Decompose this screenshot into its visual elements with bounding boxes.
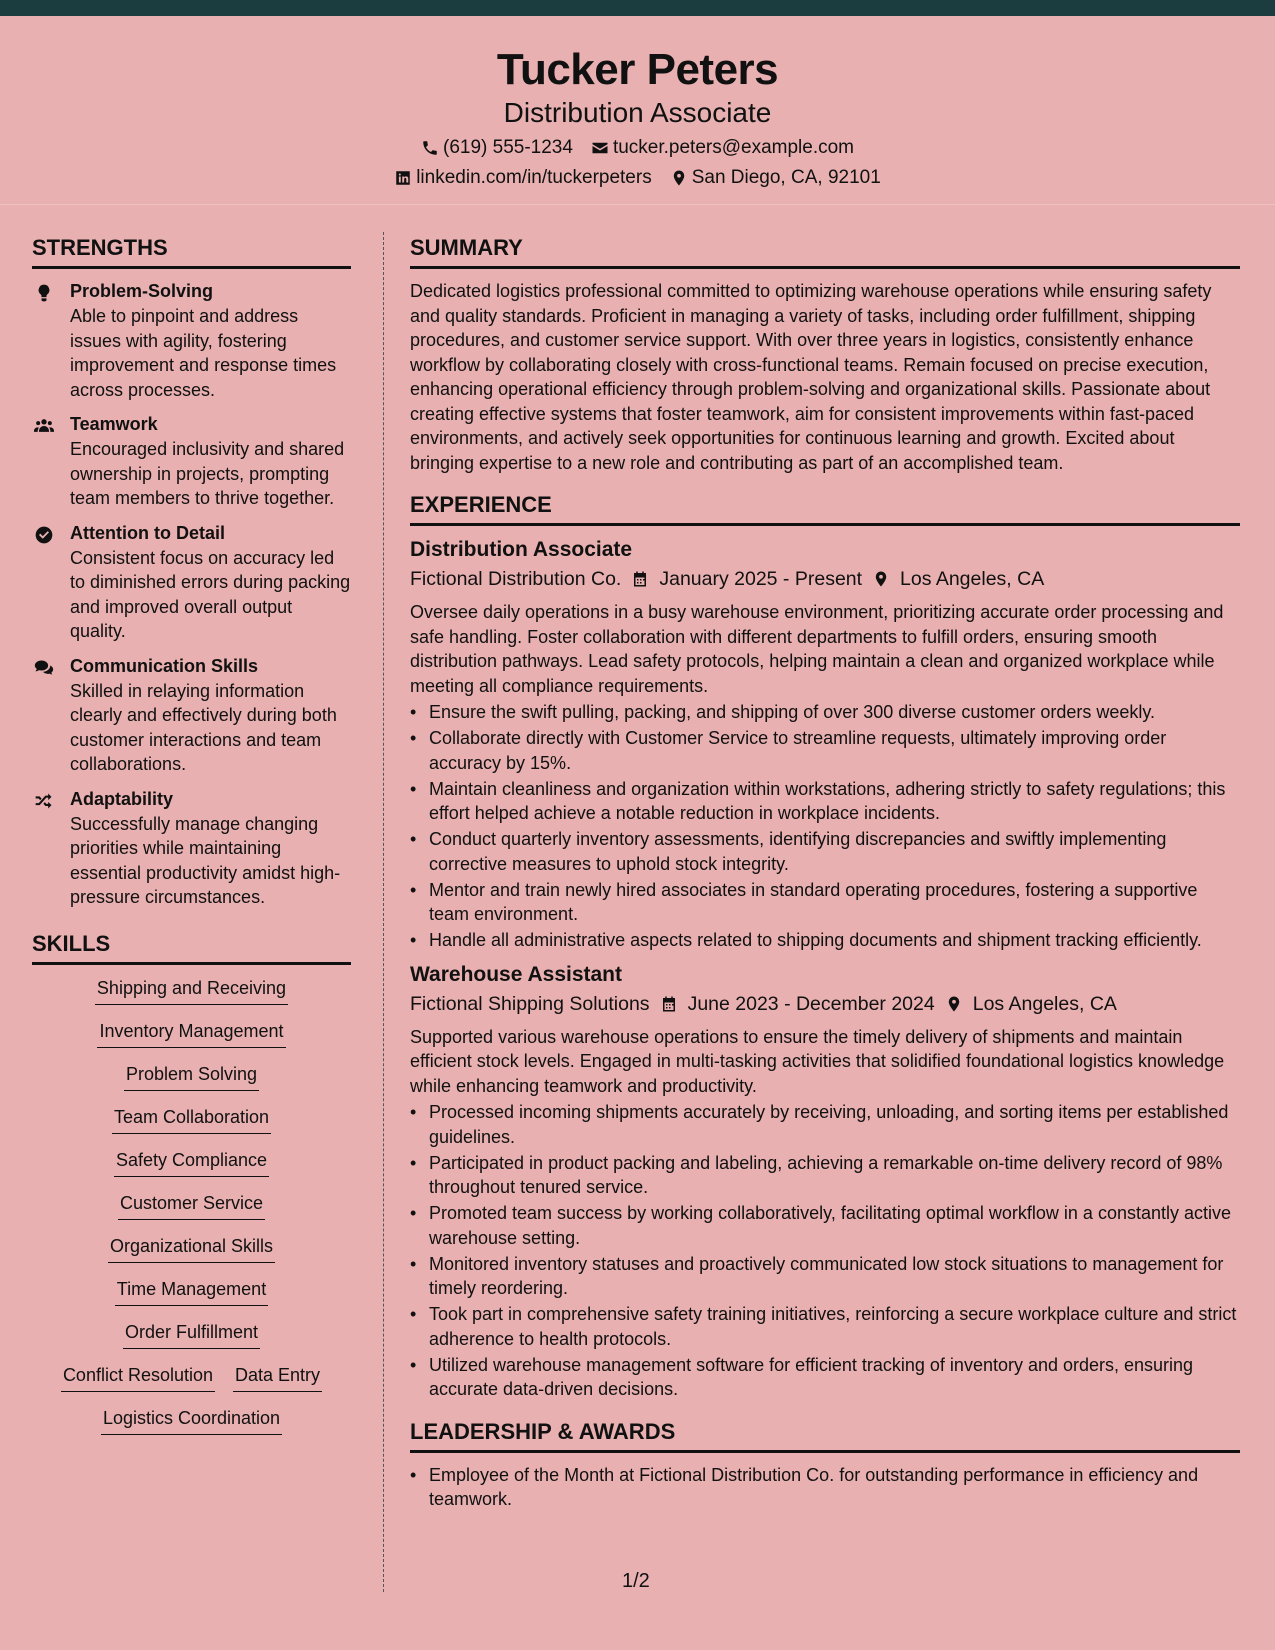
strength-desc: Successfully manage changing priorities while maintaining essential productivity amidst high-pressure circumstances. xyxy=(70,813,341,907)
right-column xyxy=(410,232,1240,1513)
job-title: Warehouse Assistant xyxy=(410,962,622,986)
check-circle-icon xyxy=(34,525,54,545)
strength-name: Attention to Detail xyxy=(70,522,225,543)
job-bullet: • Participated in product packing and labeling, achieving a remarkable on-time delivery record of 98% throughout tenured service. xyxy=(410,1151,1240,1200)
skill-tag: Conflict Resolution xyxy=(61,1362,215,1392)
award-bullet: • Employee of the Month at Fictional Distribution Co. for outstanding performance in efficiency and teamwork. xyxy=(410,1463,1240,1512)
job-company: Fictional Shipping Solutions xyxy=(410,992,650,1015)
skill-row xyxy=(32,1319,351,1349)
skill-tag: Safety Compliance xyxy=(114,1147,269,1177)
strength-name: Adaptability xyxy=(70,788,174,809)
page-number: 1/2 xyxy=(622,1570,650,1592)
skill-row xyxy=(32,1018,351,1048)
skill-row xyxy=(32,1362,351,1392)
job-entry xyxy=(410,536,1240,953)
strength-desc: Skilled in relaying information clearly and effectively during both customer interactions and team collaborations. xyxy=(70,680,337,774)
experience-heading: EXPERIENCE xyxy=(410,489,1240,526)
job-bullets xyxy=(410,700,1240,953)
strength-name: Teamwork xyxy=(70,414,158,434)
job-bullet: • Mentor and train newly hired associates in standard operating procedures, fostering a supportive team environment. xyxy=(410,878,1240,927)
job-bullet: • Maintain cleanliness and organization within workstations, adhering strictly to safety regulations; this effort helped achieve a notable reduction in workplace incidents. xyxy=(410,777,1240,826)
skill-row xyxy=(32,1147,351,1177)
job-bullet: • Handle all administrative aspects related to shipping documents and shipment tracking efficiently. xyxy=(410,928,1240,953)
leadership-heading: LEADERSHIP & AWARDS xyxy=(410,1416,1240,1453)
skills-list xyxy=(32,975,351,1435)
skill-row xyxy=(32,1190,351,1220)
job-description: Supported various warehouse operations to ensure the timely delivery of shipments and maintain efficient stock levels. Engaged in multi-tasking activities that solidified foundational logistics knowledge while enhancing teamwork and productivity. xyxy=(410,1026,1225,1096)
shuffle-icon xyxy=(34,791,54,811)
leadership-bullets xyxy=(410,1463,1240,1512)
job-description: Oversee daily operations in a busy warehouse environment, prioritizing accurate order processing and safe handling. Foster collaboration with different departments to fulfill orders, ensuring smooth distribution pathways. Lead safety protocols, helping maintain a clean and organized workplace while meeting all compliance requirements. xyxy=(410,602,1224,696)
strength-name: Communication Skills xyxy=(70,655,259,676)
email-address: tucker.peters@example.com xyxy=(612,137,854,158)
job-location: Los Angeles, CA xyxy=(900,568,1045,590)
users-icon xyxy=(34,416,54,436)
strength-name: Problem-Solving xyxy=(70,281,214,301)
skill-tag: Shipping and Receiving xyxy=(95,975,288,1005)
job-entry xyxy=(410,961,1240,1402)
calendar-icon xyxy=(660,995,678,1013)
job-bullet: • Processed incoming shipments accurately by receiving, unloading, and sorting items per established guidelines. xyxy=(410,1100,1240,1149)
job-bullet: • Utilized warehouse management software for efficient tracking of inventory and orders, ensuring accurate data-driven decisions. xyxy=(410,1353,1240,1402)
strength-item xyxy=(32,654,351,777)
phone-icon xyxy=(421,139,439,157)
email-contact[interactable] xyxy=(591,136,854,160)
comments-icon xyxy=(34,658,54,678)
strength-item xyxy=(32,787,351,910)
linkedin-icon xyxy=(394,169,412,187)
job-meta xyxy=(410,989,1240,1019)
summary-heading: SUMMARY xyxy=(410,232,1240,269)
skill-tag: Problem Solving xyxy=(124,1061,259,1091)
skill-tag: Data Entry xyxy=(233,1362,322,1392)
skill-row xyxy=(32,1276,351,1306)
job-meta xyxy=(410,564,1240,594)
summary-text: Dedicated logistics professional committed to optimizing warehouse operations while ensuring safety and quality standards. Proficient in managing a variety of tasks, including order fulfillment, shipping procedures, and customer service support. With over three years in logistics, consistently enhance workflow by collaborating closely with cross-functional teams. Remain focused on precise execution, enhancing operational efficiency through problem-solving and organizational skills. Passionate about creating effective systems that foster teamwork, aim for consistent improvements within fast-paced environments, and actively seek opportunities for continuous learning and growth. Excited about bringing expertise to a new role and contributing as part of an accomplished team. xyxy=(410,281,1212,473)
envelope-icon xyxy=(591,139,609,157)
job-bullet: • Conduct quarterly inventory assessments, identifying discrepancies and swiftly implementing corrective measures to uphold stock integrity. xyxy=(410,827,1240,876)
contact-row-1 xyxy=(0,136,1275,160)
job-bullet: • Ensure the swift pulling, packing, and shipping of over 300 diverse customer orders weekly. xyxy=(410,700,1240,725)
calendar-icon xyxy=(631,570,649,588)
candidate-title: Distribution Associate xyxy=(503,97,772,128)
job-bullet: • Took part in comprehensive safety training initiatives, reinforcing a secure workplace culture and strict adherence to health protocols. xyxy=(410,1302,1240,1351)
job-dates: June 2023 - December 2024 xyxy=(687,992,935,1015)
linkedin-url: linkedin.com/in/tuckerpeters xyxy=(416,167,652,188)
skill-tag: Team Collaboration xyxy=(112,1104,271,1134)
candidate-name: Tucker Peters xyxy=(496,45,779,94)
job-bullet: • Collaborate directly with Customer Service to streamline requests, ultimately improving order accuracy by 15%. xyxy=(410,726,1240,775)
job-company: Fictional Distribution Co. xyxy=(410,568,622,590)
contact-row-2 xyxy=(0,166,1275,190)
location-contact xyxy=(670,166,881,190)
skill-tag: Organizational Skills xyxy=(108,1233,275,1263)
column-divider xyxy=(383,232,384,1592)
skill-row xyxy=(32,1104,351,1134)
skill-row xyxy=(32,1233,351,1263)
strength-item xyxy=(32,521,351,644)
phone-number: (619) 555-1234 xyxy=(443,137,573,158)
skill-row xyxy=(32,1405,351,1435)
job-dates: January 2025 - Present xyxy=(659,568,863,590)
strength-item xyxy=(32,412,351,511)
phone-contact[interactable] xyxy=(421,136,573,160)
skill-row xyxy=(32,1061,351,1091)
strengths-heading: STRENGTHS xyxy=(32,232,351,269)
map-pin-icon xyxy=(670,169,688,187)
linkedin-contact[interactable] xyxy=(394,166,652,190)
location-text: San Diego, CA, 92101 xyxy=(691,167,881,188)
job-bullet: • Monitored inventory statuses and proactively communicated low stock situations to management for timely reordering. xyxy=(410,1252,1240,1301)
header-separator xyxy=(0,204,1275,205)
map-pin-icon xyxy=(872,570,890,588)
lightbulb-icon xyxy=(34,283,54,303)
resume-header xyxy=(0,16,1275,204)
skill-tag: Logistics Coordination xyxy=(101,1405,282,1435)
job-location: Los Angeles, CA xyxy=(972,992,1117,1015)
skill-tag: Customer Service xyxy=(118,1190,265,1220)
skills-heading: SKILLS xyxy=(32,928,351,965)
skill-tag: Time Management xyxy=(115,1276,268,1306)
strength-desc: Encouraged inclusivity and shared ownership in projects, prompting team members to thrive together. xyxy=(70,439,345,508)
job-bullet: • Promoted team success by working collaboratively, facilitating optimal workflow in a constantly active warehouse setting. xyxy=(410,1201,1240,1250)
job-title: Distribution Associate xyxy=(410,538,633,561)
skill-row xyxy=(32,975,351,1005)
skill-tag: Order Fulfillment xyxy=(123,1319,260,1349)
strength-item xyxy=(32,279,351,402)
strength-desc: Able to pinpoint and address issues with agility, fostering improvement and response times across processes. xyxy=(70,306,337,400)
top-bar xyxy=(0,0,1275,16)
left-column xyxy=(32,232,351,1448)
strength-desc: Consistent focus on accuracy led to diminished errors during packing and improved overall output quality. xyxy=(70,547,351,641)
skill-tag: Inventory Management xyxy=(97,1018,285,1048)
map-pin-icon xyxy=(945,995,963,1013)
job-bullets xyxy=(410,1100,1240,1402)
